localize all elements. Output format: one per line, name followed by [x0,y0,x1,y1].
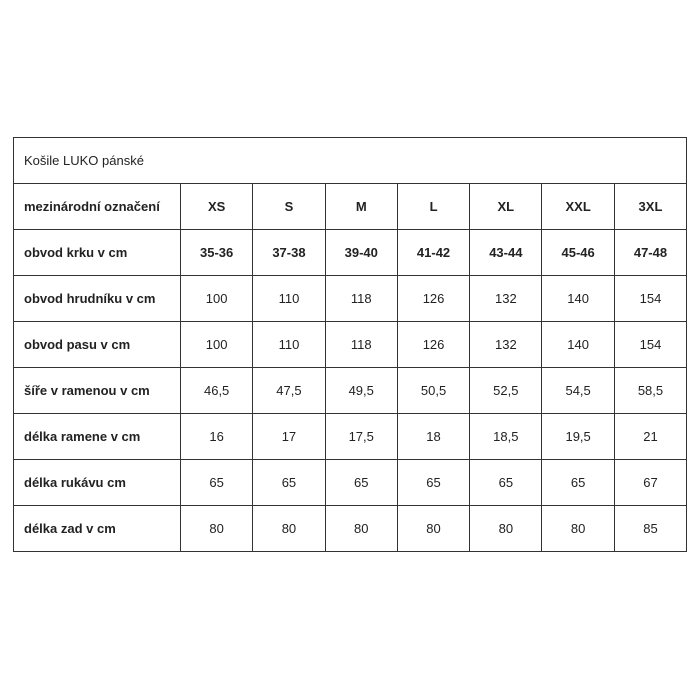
row-label: délka zad v cm [14,506,181,552]
table-cell: 154 [614,322,686,368]
table-row [14,276,687,322]
table-cell: 54,5 [542,368,614,414]
table-cell: M [325,184,397,230]
table-cell: 47-48 [614,230,686,276]
table-row [14,184,687,230]
table-title-row [14,138,687,184]
table-cell: 132 [470,276,542,322]
table-cell: 126 [397,276,469,322]
table-cell: S [253,184,325,230]
table-cell: 18,5 [470,414,542,460]
table-cell: 85 [614,506,686,552]
table-cell: 19,5 [542,414,614,460]
table-cell: 58,5 [614,368,686,414]
table-row [14,414,687,460]
table-cell: 43-44 [470,230,542,276]
table-cell: 80 [542,506,614,552]
table-cell: 126 [397,322,469,368]
table-cell: XXL [542,184,614,230]
table-cell: 100 [181,322,253,368]
table-cell: 80 [397,506,469,552]
table-cell: 17,5 [325,414,397,460]
table-cell: 17 [253,414,325,460]
table-cell: 50,5 [397,368,469,414]
table-cell: 41-42 [397,230,469,276]
table-cell: 46,5 [181,368,253,414]
row-label: mezinárodní označení [14,184,181,230]
table-cell: 52,5 [470,368,542,414]
table-cell: 18 [397,414,469,460]
table-cell: 118 [325,276,397,322]
row-label: obvod krku v cm [14,230,181,276]
table-cell: 45-46 [542,230,614,276]
table-cell: 65 [542,460,614,506]
row-label: obvod hrudníku v cm [14,276,181,322]
table-cell: 110 [253,276,325,322]
table-row [14,506,687,552]
table-cell: 65 [181,460,253,506]
row-label: šíře v ramenou v cm [14,368,181,414]
row-label: obvod pasu v cm [14,322,181,368]
table-cell: 118 [325,322,397,368]
table-cell: 100 [181,276,253,322]
table-cell: L [397,184,469,230]
table-cell: 65 [397,460,469,506]
table-cell: 49,5 [325,368,397,414]
table-row [14,322,687,368]
table-cell: XS [181,184,253,230]
table-cell: 110 [253,322,325,368]
table-cell: 47,5 [253,368,325,414]
table-cell: 80 [470,506,542,552]
table-title: Košile LUKO pánské [14,138,687,184]
size-chart-table [13,137,687,552]
table-cell: 132 [470,322,542,368]
size-chart-body [14,138,687,552]
table-cell: 39-40 [325,230,397,276]
table-cell: 65 [253,460,325,506]
table-row [14,368,687,414]
table-cell: 67 [614,460,686,506]
table-cell: 16 [181,414,253,460]
table-cell: 80 [253,506,325,552]
table-cell: 154 [614,276,686,322]
table-cell: 140 [542,322,614,368]
table-cell: 35-36 [181,230,253,276]
table-cell: 65 [325,460,397,506]
table-row [14,460,687,506]
table-cell: 21 [614,414,686,460]
table-cell: XL [470,184,542,230]
table-cell: 65 [470,460,542,506]
table-cell: 80 [181,506,253,552]
table-cell: 3XL [614,184,686,230]
table-cell: 80 [325,506,397,552]
table-cell: 37-38 [253,230,325,276]
row-label: délka ramene v cm [14,414,181,460]
table-cell: 140 [542,276,614,322]
row-label: délka rukávu cm [14,460,181,506]
table-row [14,230,687,276]
